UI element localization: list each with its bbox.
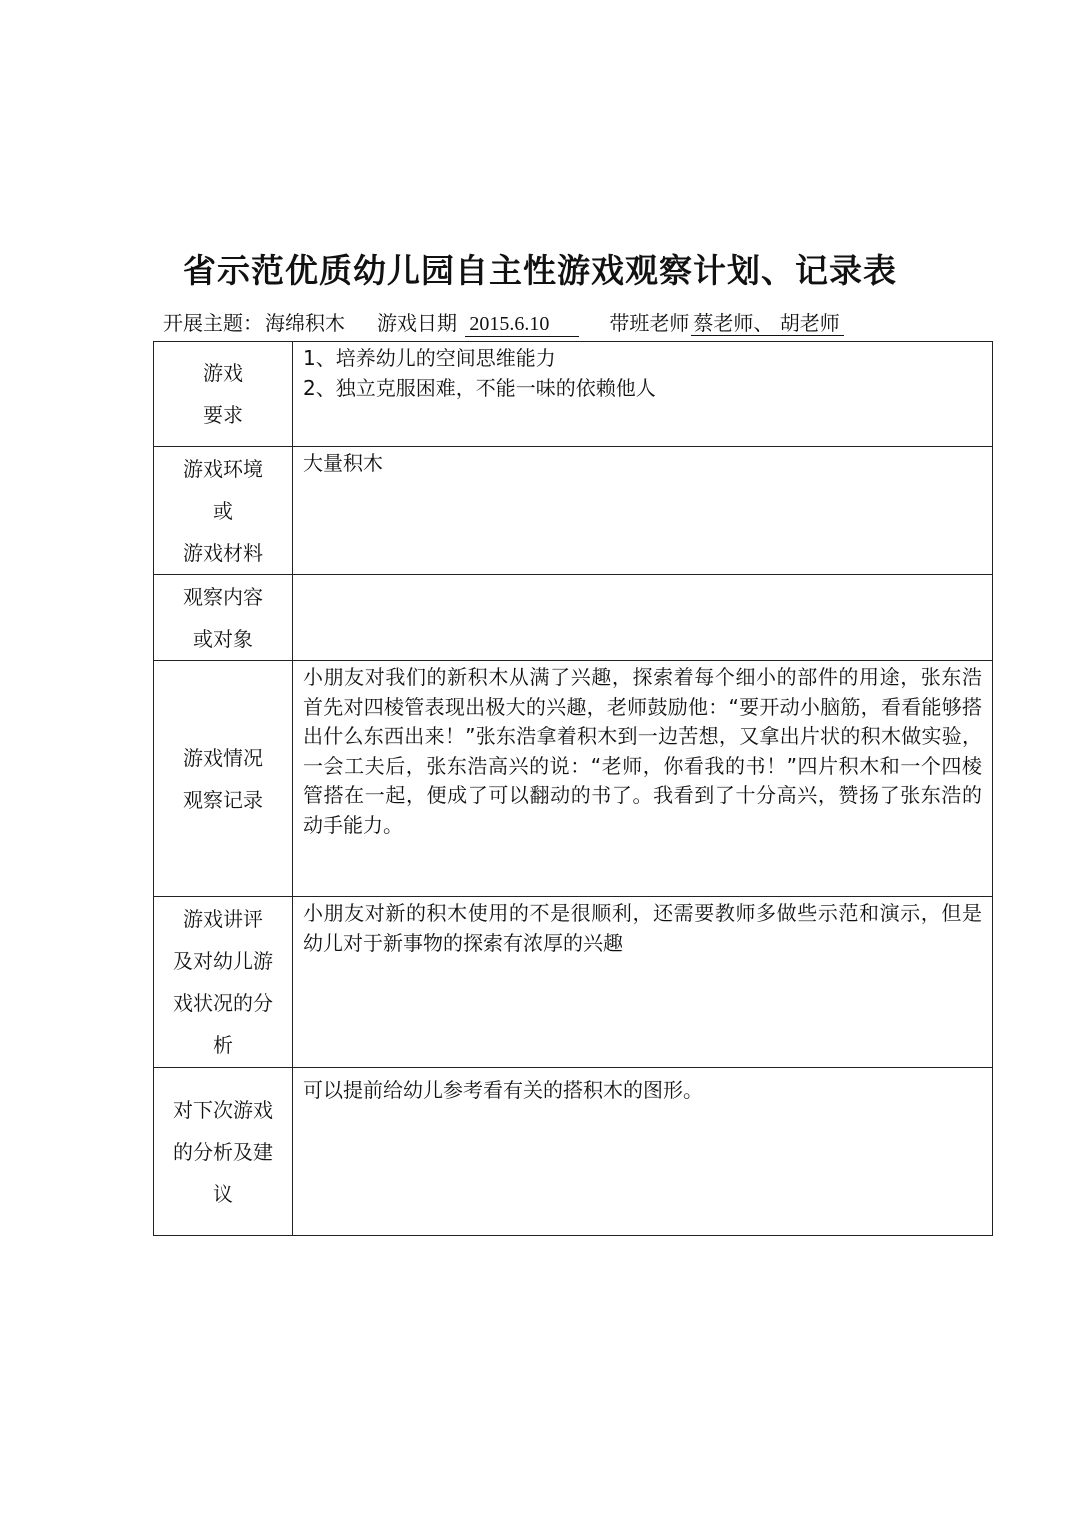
row-label-evaluation: 游戏讲评 及对幼儿游 戏状况的分 析 bbox=[154, 897, 293, 1068]
table-row-observation-target bbox=[154, 575, 993, 661]
row-label-suggestions: 对下次游戏 的分析及建 议 bbox=[154, 1068, 293, 1236]
theme-value: 海绵积木 bbox=[265, 311, 345, 335]
observation-record-table bbox=[153, 341, 993, 1236]
table-row-requirements bbox=[154, 342, 993, 447]
row-content-evaluation: 小朋友对新的积木使用的不是很顺利，还需要教师多做些示范和演示，但是幼儿对于新事物的探索有浓厚的兴趣 bbox=[293, 897, 993, 1068]
row-label-observation-record: 游戏情况 观察记录 bbox=[154, 661, 293, 897]
table-row-observation-record bbox=[154, 661, 993, 897]
row-content-requirements: 1、培养幼儿的空间思维能力 2、独立克服困难，不能一味的依赖他人 bbox=[293, 342, 993, 447]
page-title: 省示范优质幼儿园自主性游戏观察计划、记录表 bbox=[183, 251, 897, 290]
table-row-evaluation bbox=[154, 897, 993, 1068]
row-content-environment: 大量积木 bbox=[293, 447, 993, 575]
theme-label: 开展主题： bbox=[163, 311, 263, 335]
row-label-observation-target: 观察内容 或对象 bbox=[154, 575, 293, 661]
date-value: 2015.6.10 bbox=[465, 312, 579, 337]
form-meta-line bbox=[163, 309, 844, 337]
teacher-value: 蔡老师、 胡老师 bbox=[691, 311, 843, 336]
row-content-observation-record: 小朋友对我们的新积木从满了兴趣，探索着每个细小的部件的用途，张东浩首先对四棱管表现出极大的兴趣，老师鼓励他：“要开动小脑筋，看看能够搭出什么东西出来！”张东浩拿着积木到一边苦想，又拿出片状的积木做实验，一会工夫后，张东浩高兴的说：“老师，你看我的书！”四片积木和一个四棱管搭在一起，便成了可以翻动的书了。我看到了十分高兴，赞扬了张东浩的动手能力。 bbox=[293, 661, 993, 897]
row-label-requirements: 游戏 要求 bbox=[154, 342, 293, 447]
row-content-suggestions: 可以提前给幼儿参考看有关的搭积木的图形。 bbox=[293, 1068, 993, 1236]
row-label-environment: 游戏环境 或 游戏材料 bbox=[154, 447, 293, 575]
row-content-observation-target bbox=[293, 575, 993, 661]
date-label: 游戏日期 bbox=[377, 311, 457, 335]
table-row-suggestions bbox=[154, 1068, 993, 1236]
table-row-environment bbox=[154, 447, 993, 575]
teacher-label: 带班老师 bbox=[609, 311, 690, 335]
